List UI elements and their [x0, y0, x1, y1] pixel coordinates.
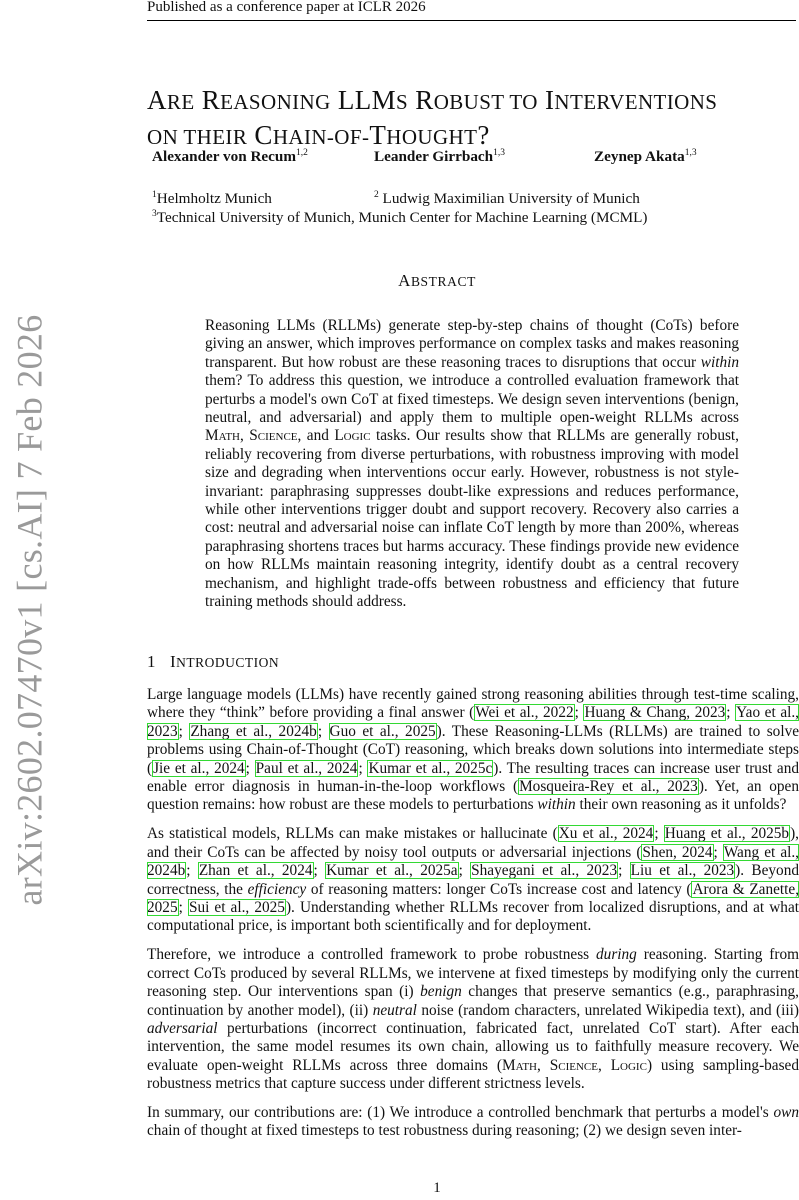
arxiv-identifier: arXiv:2602.07470v1 [cs.AI] 7 Feb 2026 — [10, 314, 50, 906]
citation-link[interactable]: Paul et al., 2024 — [255, 759, 358, 777]
venue-header: Published as a conference paper at ICLR 2026 — [147, 0, 426, 15]
intro-paragraph-2: As statistical models, RLLMs can make mistakes or hallucinate (Xu et al., 2024; Huang et al., 2025b), and their CoTs can be affected by noisy tool outputs or adversarial injections (Shen, 2024; Wang et al., 2024b; Zhan et al., 2024; Kumar et al., 2025a; Shayegani et al., 2023; Liu et al., 2023). Beyond correctness, the efficiency of reasoning matters: longer CoTs increase cost and latency (Arora & Zanette, 2025; Sui et al., 2025). Understanding whether RLLMs recover from localized disruptions, and at what computational price, is important both scientifically and for deployment. — [147, 825, 799, 935]
author-3: Zeynep Akata$^{1,3}$ — [594, 148, 697, 165]
citation-link[interactable]: Wang et al., 2024b — [147, 843, 799, 880]
introduction-body — [147, 686, 799, 1151]
citation-link[interactable]: Xu et al., 2024 — [558, 825, 654, 843]
citation-link[interactable]: Kumar et al., 2025c — [368, 759, 493, 777]
citation-link[interactable]: Arora & Zanette, 2025 — [147, 880, 799, 916]
citation-link[interactable]: Jie et al., 2024 — [153, 759, 245, 777]
citation-link[interactable]: Zhang et al., 2024b — [190, 722, 317, 740]
citation-link[interactable]: Kumar et al., 2025a — [326, 862, 458, 880]
paper-title — [147, 84, 799, 154]
citation-link[interactable]: Guo et al., 2025 — [329, 722, 436, 740]
domain-logic: Logic — [334, 427, 371, 445]
author-list — [152, 148, 752, 170]
abstract-text: Reasoning LLMs (RLLMs) generate step-by-step chains of thought (CoTs) before giving an answer, which improves performance on complex tasks and makes reasoning transparent. But how robust are these reasoning traces to disruptions that occur within them? To address this question, we introduce a controlled evaluation framework that perturbs a model's own CoT at fixed timesteps. We design seven interventions (benign, neutral, and adversarial) and apply them to multiple open-weight RLLMs across Math, Science, and Logic tasks. Our results show that RLLMs are generally robust, reliably recovering from diverse perturbations, with robustness improving with model size and degrading when interventions occur early. However, robustness is not style-invariant: paraphrasing suppresses doubt-like expressions and reduces performance, while other interventions trigger doubt and support recovery. Recovery also carries a cost: neutral and adversarial noise can inflate CoT length by more than 200%, whereas paraphrasing shortens traces but harms accuracy. These findings provide new evidence on how RLLMs maintain reasoning integrity, identify doubt as a central recovery mechanism, and highlight trade-offs between robustness and efficiency that future training methods should address. — [205, 317, 740, 611]
intro-paragraph-4: In summary, our contributions are: (1) We introduce a controlled benchmark that perturbs a model's own chain of thought at fixed timesteps to test robustness during reasoning; (2) we design seven inter- — [147, 1104, 799, 1140]
citation-link[interactable]: Wei et al., 2022 — [475, 704, 574, 722]
citation-link[interactable]: Sui et al., 2025 — [188, 898, 285, 916]
intro-paragraph-3: Therefore, we introduce a controlled framework to probe robustness during reasoning. Starting from correct CoTs produced by several RLLMs, we intervene at fixed timesteps by modifying only the current reasoning step. Our interventions span (i) benign changes that preserve semantics (e.g., paraphrasing, continuation by another model), (ii) neutral noise (random characters, unrelated Wikipedia text), and (iii) adversarial perturbations (incorrect continuation, fabricated fact, unrelated CoT start). After each intervention, the same model resumes its own chain, allowing us to faithfully measure recovery. We evaluate open-weight RLLMs across three domains (Math, Science, Logic) using sampling-based robustness metrics that capture success under different strictness levels. — [147, 946, 799, 1093]
domain-math: Math — [205, 427, 240, 445]
citation-link[interactable]: Shen, 2024 — [642, 843, 713, 861]
citation-link[interactable]: Huang & Chang, 2023 — [584, 704, 726, 722]
citation-link[interactable]: Liu et al., 2023 — [630, 862, 735, 880]
affiliation-1: $^1$Helmholtz Munich — [152, 190, 272, 207]
abstract-heading: ABSTRACT — [398, 271, 476, 290]
arxiv-stamp — [6, 314, 54, 906]
citation-link[interactable]: Yao et al., 2023 — [147, 704, 799, 740]
page-number: 1 — [433, 1180, 441, 1196]
citation-link[interactable]: Huang et al., 2025b — [664, 825, 790, 843]
citation-link[interactable]: Mosqueira-Rey et al., 2023 — [519, 778, 698, 796]
citation-link[interactable]: Zhan et al., 2024 — [198, 862, 313, 880]
author-1: Alexander von Recum$^{1,2}$ — [152, 148, 308, 165]
title-line-1: ARE REASONING LLMS ROBUST TO INTERVENTIONS — [147, 85, 718, 115]
domain-science: Science — [249, 427, 298, 445]
section-heading-introduction: 1 INTRODUCTION — [147, 652, 280, 671]
affiliation-3: $^3$Technical University of Munich, Munich Center for Machine Learning (MCML) — [152, 209, 648, 226]
title-line-2: ON THEIR CHAIN-OF-THOUGHT? — [147, 120, 490, 150]
header-rule — [147, 20, 796, 21]
intro-paragraph-1: Large language models (LLMs) have recently gained strong reasoning abilities through test-time scaling, where they “think” before providing a final answer (Wei et al., 2022; Huang & Chang, 2023; Yao et al., 2023; Zhang et al., 2024b; Guo et al., 2025). These Reasoning-LLMs (RLLMs) are trained to solve problems using Chain-of-Thought (CoT) reasoning, which breaks down solutions into intermediate steps (Jie et al., 2024; Paul et al., 2024; Kumar et al., 2025c). The resulting traces can increase user trust and enable error diagnosis in human-in-the-loop workflows (Mosqueira-Rey et al., 2023). Yet, an open question remains: how robust are these models to perturbations within their own reasoning as it unfolds? — [147, 686, 799, 814]
affiliation-2: $^2$ Ludwig Maximilian University of Munich — [374, 190, 640, 207]
author-2: Leander Girrbach$^{1,3}$ — [374, 148, 505, 165]
running-header — [147, 0, 797, 22]
citation-link[interactable]: Shayegani et al., 2023 — [471, 862, 618, 880]
affiliations — [152, 186, 772, 224]
